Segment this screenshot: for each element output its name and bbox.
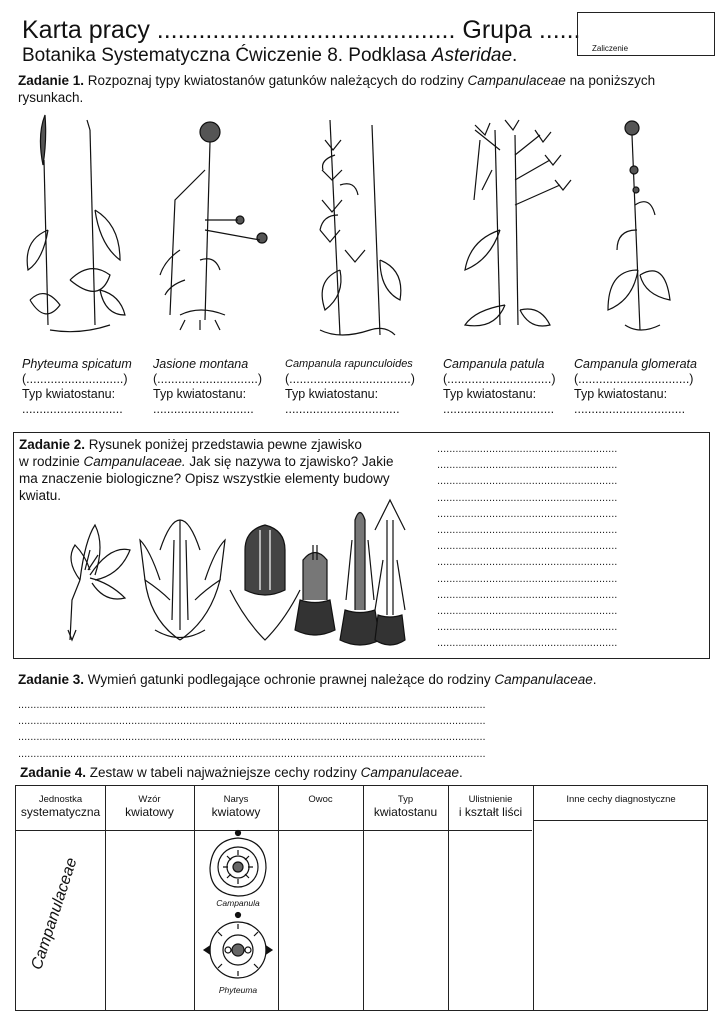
flower-stages-drawing bbox=[60, 500, 400, 650]
species-label-4: Campanula patula (..............................) Typ kwiatostanu: ................................ bbox=[443, 357, 556, 416]
task1-text: Zadanie 1. Rozpoznaj typy kwiatostanów gatunków należących do rodziny Campanulaceae na poniższych rysunkach. bbox=[18, 73, 656, 105]
features-table bbox=[15, 785, 708, 1011]
th-ulistnienie: Ulistnienie i kształt liści bbox=[458, 794, 523, 819]
campanula-patula-drawing bbox=[465, 120, 571, 326]
family-name-rotated: Campanulaceae bbox=[28, 855, 81, 972]
species-label-3: Campanula rapunculoides (...................................) Typ kwiatostanu: ................................. bbox=[285, 358, 415, 416]
th-owoc: Owoc bbox=[308, 794, 333, 805]
species-label-1: Phyteuma spicatum (............................) Typ kwiatostanu: ............................. bbox=[22, 357, 132, 416]
plant-illustrations bbox=[0, 110, 724, 350]
diagram-caption-phyteuma: Phyteuma bbox=[218, 985, 258, 995]
worksheet-subtitle: Botanika Systematyczna Ćwiczenie 8. Podklasa Asteridae. bbox=[22, 45, 518, 66]
th-inne: Inne cechy diagnostyczne bbox=[566, 794, 676, 805]
diagram-caption-campanula: Campanula bbox=[216, 898, 260, 908]
task4-text: Zadanie 4. Zestaw w tabeli najważniejsze cechy rodziny Campanulaceae. bbox=[20, 765, 463, 780]
zaliczenie-label: Zaliczenie bbox=[592, 44, 629, 53]
floral-diagram-campanula bbox=[205, 830, 271, 900]
th-jednostka: Jednostka systematyczna bbox=[20, 794, 101, 819]
th-typ: Typ kwiatostanu bbox=[373, 794, 438, 819]
worksheet-title: Karta pracy ........................................... Grupa ...... bbox=[22, 16, 581, 44]
task3-text: Zadanie 3. Wymień gatunki podlegające ochronie prawnej należące do rodziny Campanulaceae. bbox=[18, 672, 597, 687]
campanula-rapunculoides-drawing bbox=[320, 120, 401, 335]
task3-answer-lines[interactable]: ......................................................................................................................................................... ......................................................................................................................................................... ......................................................................................................................................................... ......................................................................................................................................................... bbox=[18, 699, 486, 760]
task2-text: Zadanie 2. Rysunek poniżej przedstawia pewne zjawisko w rodzinie Campanulaceae. Jak się nazywa to zjawisko? Jakie ma znaczenie biologiczne? Opisz wszystkie elementy budowy kwiatu. bbox=[19, 437, 394, 503]
species-label-5: Campanula glomerata (................................) Typ kwiatostanu: ................................ bbox=[574, 357, 697, 416]
floral-diagram-phyteuma bbox=[200, 912, 276, 986]
campanula-glomerata-drawing bbox=[608, 121, 670, 330]
th-wzor: Wzór kwiatowy bbox=[125, 794, 174, 819]
phyteuma-spicatum-drawing bbox=[27, 115, 125, 332]
jasione-montana-drawing bbox=[160, 122, 267, 330]
th-narys: Narys kwiatowy bbox=[211, 794, 261, 819]
species-label-2: Jasione montana (.............................) Typ kwiatostanu: ............................. bbox=[153, 357, 263, 416]
task2-answer-lines[interactable]: ........................................................... ........................................................... ........................................................... ........................................................... ........................................................... ........................................................... ........................................................... ........................................................... ........................................................... ........................................................... ........................................................... ........................................................... ........................................................... bbox=[437, 443, 618, 650]
